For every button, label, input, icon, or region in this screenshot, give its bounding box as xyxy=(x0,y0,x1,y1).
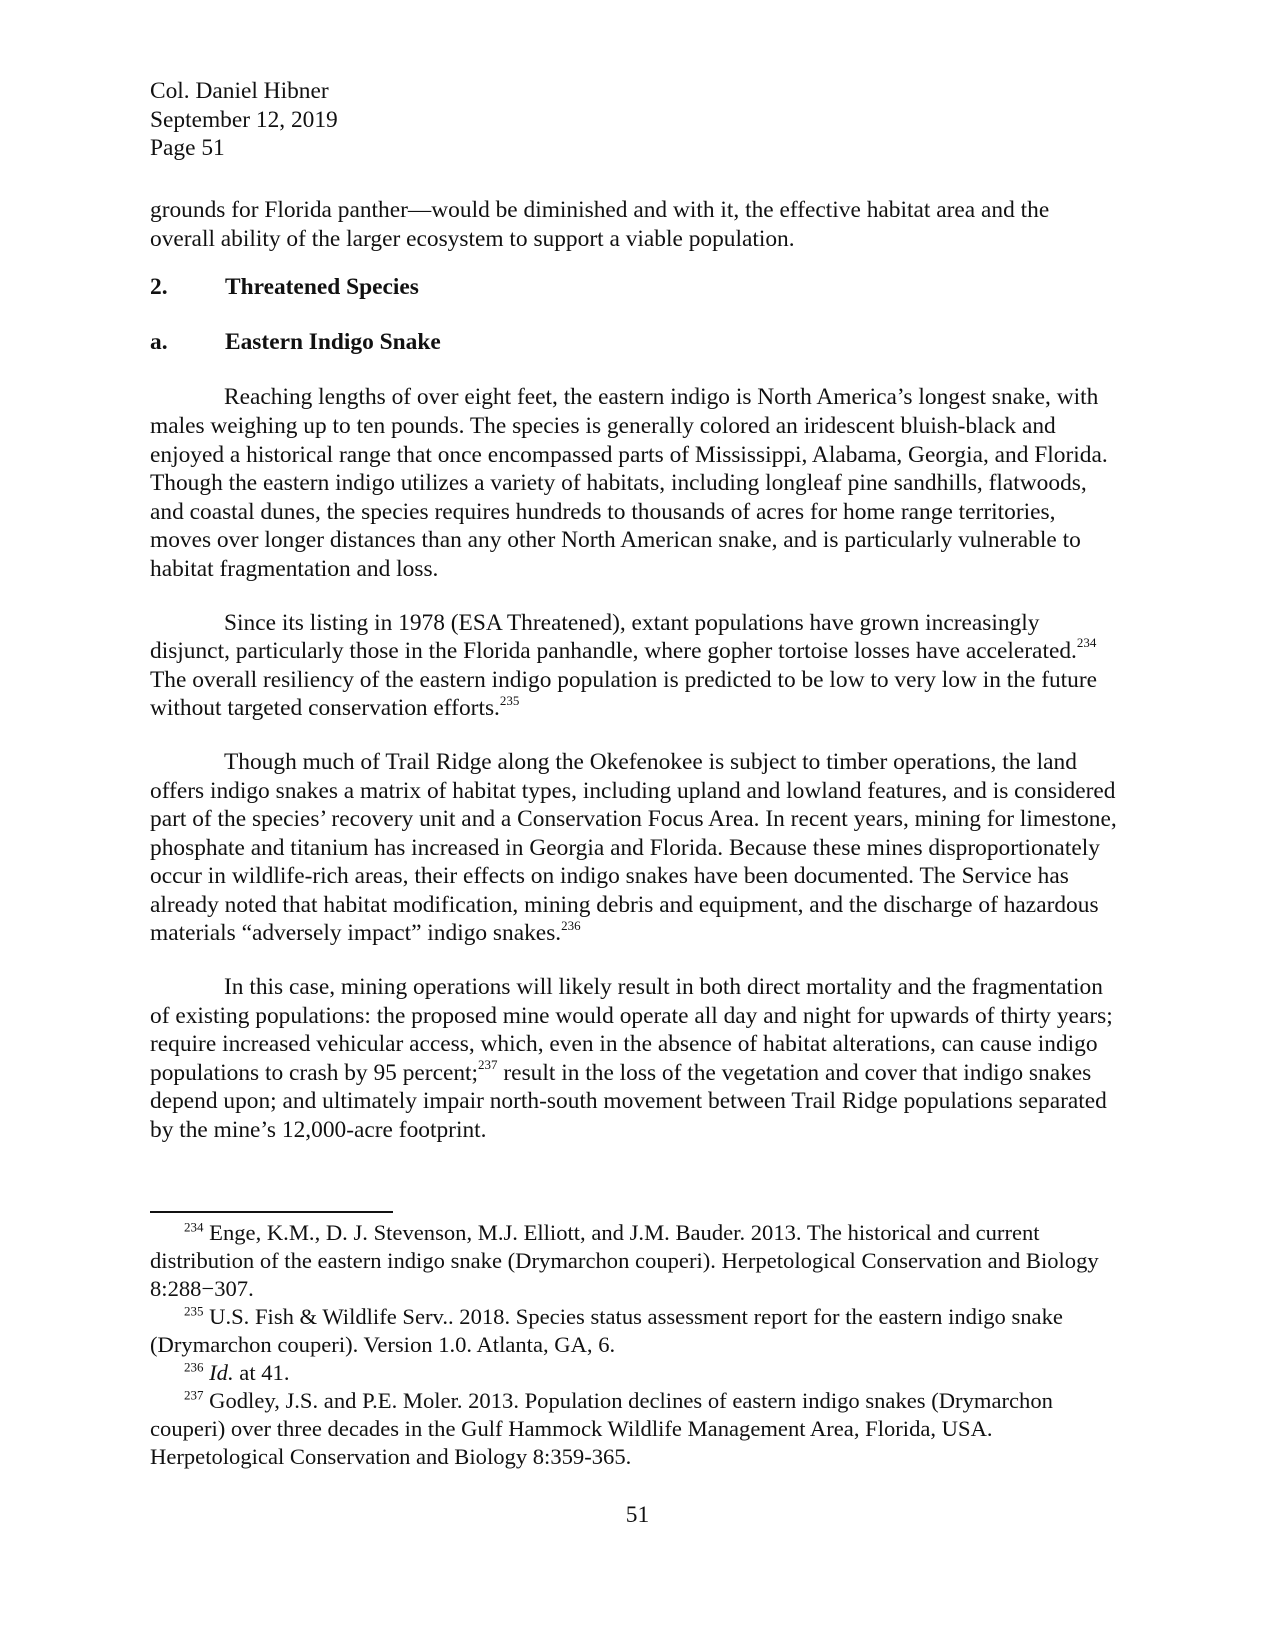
section-title: Threatened Species xyxy=(225,274,419,301)
letter-date: September 12, 2019 xyxy=(150,106,338,133)
paragraph-text: In this case, mining operations will likely result in both direct mortality and the fragmentation of existing populations: the proposed mine would operate all day and night for upwards of thirty years; require increased vehicular access, which, even in the absence of habitat alterations, can cause indigo populations to crash by 95 percent; xyxy=(150,974,1113,1086)
paragraph-trail-ridge-habitat xyxy=(150,748,1118,948)
footnote-number: 236 xyxy=(184,1359,204,1375)
footnote-number: 237 xyxy=(184,1387,204,1403)
paragraph-listing-status xyxy=(150,609,1118,723)
footnote-236 xyxy=(150,1359,1118,1387)
letter-header xyxy=(150,77,1110,163)
footnote-separator xyxy=(150,1211,393,1213)
recipient-name: Col. Daniel Hibner xyxy=(150,78,329,104)
paragraph-text: The overall resiliency of the eastern indigo population is predicted to be low to very low in the future without targeted conservation efforts. xyxy=(150,666,1098,722)
paragraph-text: result in the loss of the vegetation and cover that indigo snakes depend upon; and ultimately impair north-south movement between Trail Ridge populations separated by the mine’s 12,000-acre footprint. xyxy=(150,1059,1107,1144)
footnote-ref-235[interactable]: 235 xyxy=(499,692,520,708)
footnote-ref-236[interactable]: 236 xyxy=(561,917,581,933)
footnote-text: Enge, K.M., D. J. Stevenson, M.J. Elliott, and J.M. Bauder. 2013. The historical and current distribution of the eastern indigo snake (Drymarchon couperi). Herpetological Conservation and Biology 8:288−307. xyxy=(150,1220,1099,1301)
subsection-heading-eastern-indigo-snake xyxy=(150,328,1118,357)
footnote-237 xyxy=(150,1387,1118,1471)
paragraph-mining-impacts xyxy=(150,973,1118,1145)
page-number: 51 xyxy=(625,1502,650,1528)
footnote-text: U.S. Fish & Wildlife Serv.. 2018. Species status assessment report for the eastern indigo snake (Drymarchon couperi). Version 1.0. Atlanta, GA, 6. xyxy=(150,1304,1063,1357)
footnote-text: at 41. xyxy=(233,1360,290,1385)
subsection-letter: a. xyxy=(150,328,168,355)
footnote-ref-234[interactable]: 234 xyxy=(1076,635,1097,651)
section-heading-threatened-species xyxy=(150,273,1118,302)
footnote-number: 235 xyxy=(184,1303,204,1319)
paragraph-text: Though much of Trail Ridge along the Okefenokee is subject to timber operations, the land offers indigo snakes a matrix of habitat types, including upland and lowland features, and is considered part of the species’ recovery unit and a Conservation Focus Area. In recent years, mining for limestone, phosphate and titanium has increased in Georgia and Florida. Because these mines disproportionately occur in wildlife-rich areas, their effects on indigo snakes have been documented. The Service has already noted that habitat modification, mining debris and equipment, and the discharge of hazardous materials “adversely impact” indigo snakes. xyxy=(150,748,1117,947)
subsection-title: Eastern Indigo Snake xyxy=(225,328,441,355)
footnote-number: 234 xyxy=(184,1219,204,1235)
continued-paragraph: grounds for Florida panther—would be diminished and with it, the effective habitat area and the overall ability of the larger ecosystem to support a viable population. xyxy=(150,197,1050,252)
header-page-label: Page 51 xyxy=(150,135,225,162)
body-text xyxy=(150,196,1118,1170)
paragraph-text: Since its listing in 1978 (ESA Threatened), extant populations have grown increasingly disjunct, particularly those in the Florida panhandle, where gopher tortoise losses have accelerated. xyxy=(150,609,1077,665)
footnote-235 xyxy=(150,1303,1118,1359)
footnote-text: Godley, J.S. and P.E. Moler. 2013. Population declines of eastern indigo snakes (Drymarchon couperi) over three decades in the Gulf Hammock Wildlife Management Area, Florida, USA. Herpetological Conservation and Biology 8:359-365. xyxy=(150,1388,1053,1469)
footnotes xyxy=(150,1219,1118,1471)
footnote-italic-id: Id. xyxy=(209,1360,234,1385)
paragraph-species-description: Reaching lengths of over eight feet, the eastern indigo is North America’s longest snake, with males weighing up to ten pounds. The species is generally colored an iridescent bluish-black and enjoyed a historical range that once encompassed parts of Mississippi, Alabama, Georgia, and Florida. Though the eastern indigo utilizes a variety of habitats, including longleaf pine sandhills, flatwoods, and coastal dunes, the species requires hundreds to thousands of acres for home range territories, moves over longer distances than any other North American snake, and is particularly vulnerable to habitat fragmentation and loss. xyxy=(150,384,1108,582)
footnote-234 xyxy=(150,1219,1118,1303)
footnote-ref-237[interactable]: 237 xyxy=(478,1057,498,1073)
section-number: 2. xyxy=(150,274,168,301)
